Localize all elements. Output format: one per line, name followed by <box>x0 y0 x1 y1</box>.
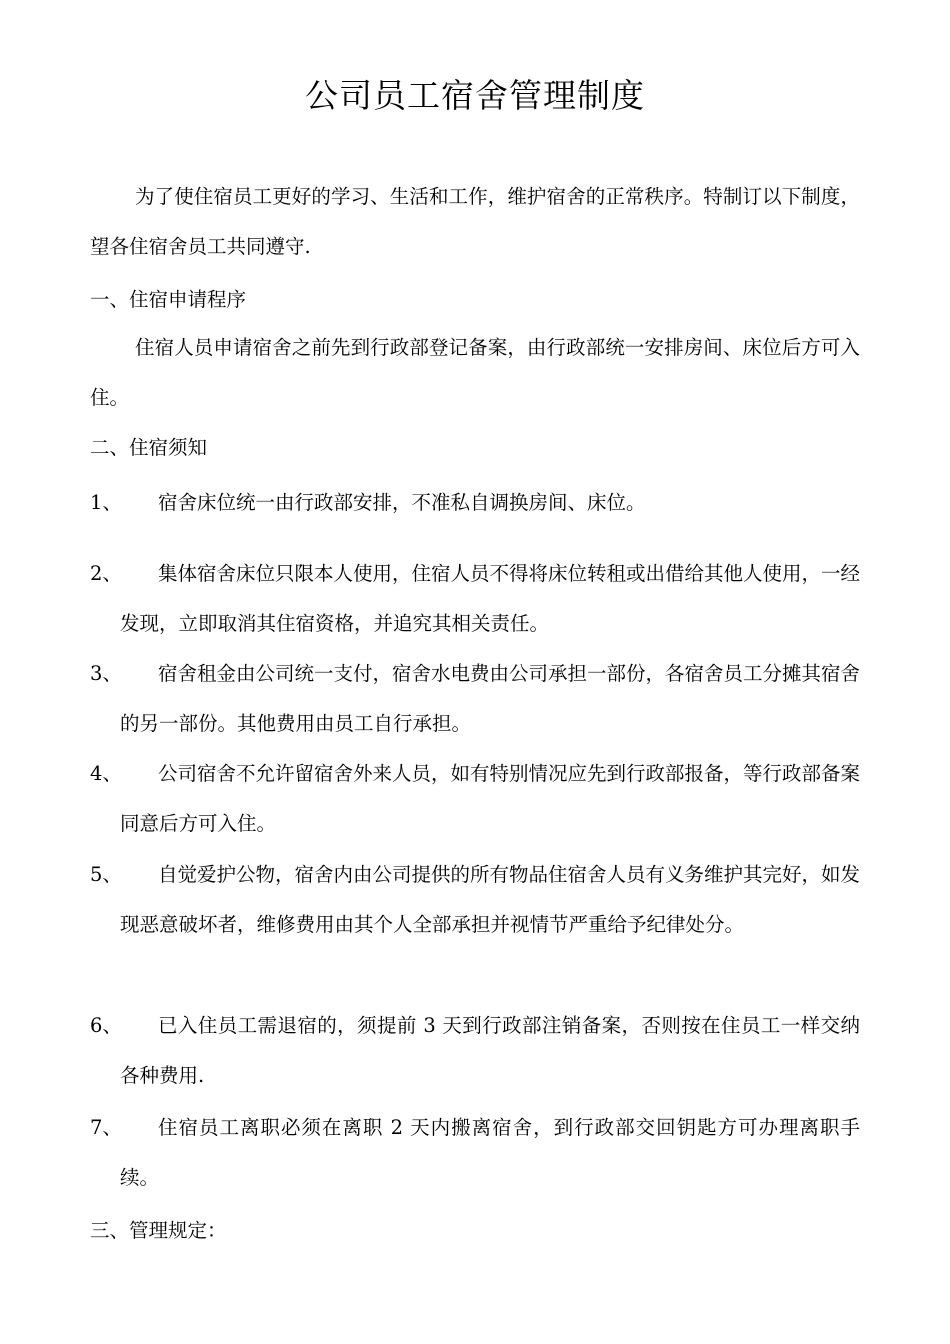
notice-item-text: 宿舍租金由公司统一支付，宿舍水电费由公司承担一部份，各宿舍员工分摊其宿舍的另一部份。其他费用由员工自行承担。 <box>120 662 861 735</box>
application-paragraph: 住宿人员申请宿舍之前先到行政部登记备案，由行政部统一安排房间、床位后方可入住。 <box>90 336 860 409</box>
notice-item-text: 集体宿舍床位只限本人使用，住宿人员不得将床位转租或出借给其他人使用，一经发现，立即取消其住宿资格，并追究其相关责任。 <box>120 562 861 635</box>
notice-item <box>90 478 860 528</box>
notice-item-number: 1、 <box>90 491 122 514</box>
notice-item <box>90 1001 860 1101</box>
intro-paragraph: 为了使住宿员工更好的学习、生活和工作，维护宿舍的正常秩序。特制订以下制度，望各住宿舍员工共同遵守. <box>90 185 860 258</box>
notice-item-text: 住宿员工离职必须在离职 2 天内搬离宿舍，到行政部交回钥匙方可办理离职手续。 <box>120 1116 860 1189</box>
notice-item-text: 自觉爱护公物，宿舍内由公司提供的所有物品住宿舍人员有义务维护其完好，如发现恶意破坏者，维修费用由其个人全部承担并视情节严重给予纪律处分。 <box>120 863 861 936</box>
notice-item-number: 6、 <box>90 1014 122 1037</box>
notice-item <box>90 549 860 649</box>
notice-item-number: 3、 <box>90 662 122 685</box>
section-heading-management: 三、管理规定： <box>90 1219 227 1242</box>
notice-item <box>90 749 860 849</box>
notice-item <box>90 649 860 749</box>
notice-item-number: 4、 <box>90 762 122 785</box>
notice-item-text: 已入住员工需退宿的，须提前 3 天到行政部注销备案，否则按在住员工一样交纳各种费用. <box>120 1014 860 1087</box>
notice-item-text: 公司宿舍不允许留宿舍外来人员，如有特别情况应先到行政部报备，等行政部备案同意后方可入住。 <box>120 762 861 835</box>
notice-item <box>90 850 860 950</box>
notice-item <box>90 1103 860 1203</box>
notice-item-number: 2、 <box>90 562 122 585</box>
section-heading-application: 一、住宿申请程序 <box>90 288 247 311</box>
notice-item-number: 5、 <box>90 863 122 886</box>
notice-item-number: 7、 <box>90 1116 122 1139</box>
notice-item-text: 宿舍床位统一由行政部安排，不准私自调换房间、床位。 <box>158 491 646 514</box>
section-heading-notice: 二、住宿须知 <box>90 436 208 459</box>
document-title: 公司员工宿舍管理制度 <box>305 76 645 115</box>
